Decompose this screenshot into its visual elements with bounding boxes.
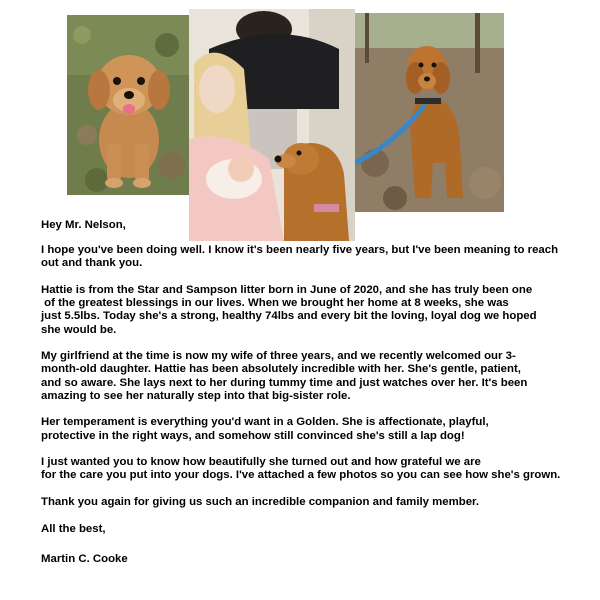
letter-paragraph-6 bbox=[41, 496, 593, 509]
letter-paragraph-5 bbox=[41, 456, 593, 482]
photo-collage bbox=[0, 0, 600, 245]
family-illustration bbox=[189, 9, 355, 241]
letter-line: My girlfriend at the time is now my wife of three years, and we recently welcomed our 3- bbox=[41, 350, 516, 363]
letter-line: Hattie is from the Star and Sampson litter born in June of 2020, and she has truly been one bbox=[41, 284, 533, 296]
letter-line: just 5.5lbs. Today she's a strong, healthy 74lbs and every bit the loving, loyal dog we hoped bbox=[41, 310, 537, 323]
letter-closing: All the best, bbox=[41, 522, 106, 535]
letter-paragraph-3 bbox=[41, 350, 593, 403]
letter-paragraph-4 bbox=[41, 416, 593, 442]
letter-body bbox=[41, 219, 593, 579]
adult-dog-on-leash-photo bbox=[355, 13, 504, 212]
letter-line: amazing to see her naturally step into that big-sister role. bbox=[41, 389, 351, 402]
letter-signature: Martin C. Cooke bbox=[41, 552, 128, 565]
letter-line: out and thank you. bbox=[41, 257, 143, 270]
letter-line: and so aware. She lays next to her during tummy time and just watches over her. It's been bbox=[41, 376, 528, 389]
letter-paragraph-2 bbox=[41, 284, 593, 337]
family-with-dog-photo bbox=[189, 9, 355, 241]
letter-paragraph-1 bbox=[41, 244, 593, 270]
letter-line: for the care you put into your dogs. I've attached a few photos so you can see how she's grown. bbox=[41, 469, 561, 482]
adult-dog-illustration bbox=[355, 13, 504, 212]
letter-line: month-old daughter. Hattie has been absolutely incredible with her. She's gentle, patient, bbox=[41, 363, 521, 376]
letter-line: I hope you've been doing well. I know it's been nearly five years, but I've been meaning to reach bbox=[41, 244, 559, 257]
letter-line: I just wanted you to know how beautifully she turned out and how grateful we are bbox=[41, 456, 481, 469]
letter-line: she would be. bbox=[41, 323, 117, 336]
letter-line: Thank you again for giving us such an incredible companion and family member. bbox=[41, 496, 479, 508]
puppy-photo bbox=[67, 15, 189, 195]
letter-line: Her temperament is everything you'd want in a Golden. She is affectionate, playful, bbox=[41, 416, 489, 429]
puppy-illustration bbox=[67, 15, 189, 195]
letter-line: of the greatest blessings in our lives. When we brought her home at 8 weeks, she was bbox=[41, 297, 509, 310]
letter-line: protective in the right ways, and somehow still convinced she's still a lap dog! bbox=[41, 429, 465, 442]
letter-salutation: Hey Mr. Nelson, bbox=[41, 219, 126, 231]
